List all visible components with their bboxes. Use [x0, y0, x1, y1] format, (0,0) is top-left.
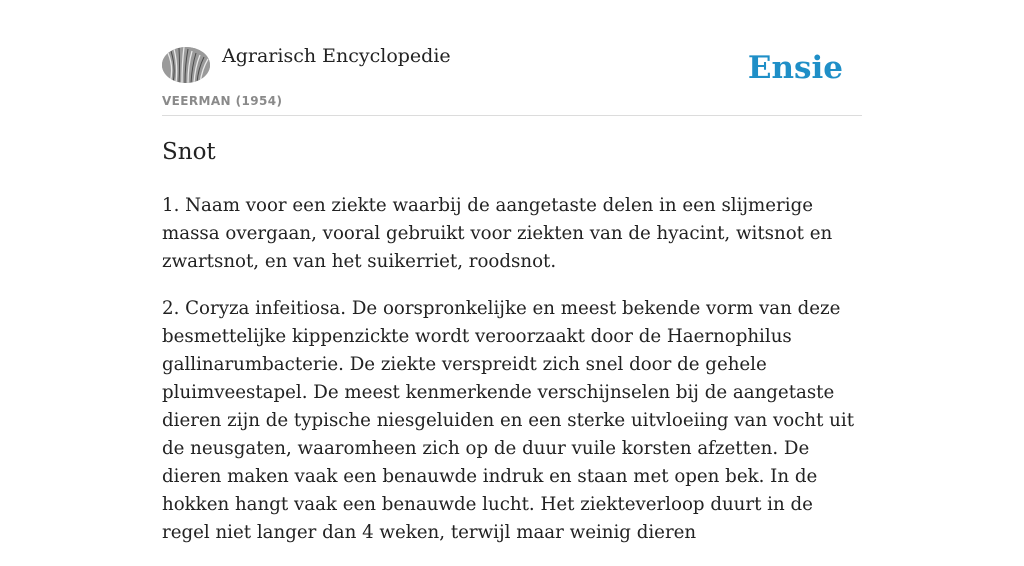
book-cover-image[interactable] — [162, 47, 210, 83]
article-body — [162, 192, 862, 566]
book-author-year: VEERMAN (1954) — [162, 94, 283, 108]
book-header — [162, 0, 862, 116]
article-paragraph: 1. Naam voor een ziekte waarbij de aangetaste delen in een slijmerige massa overgaan, vooral gebruikt voor ziekten van de hyacint, witsnot en zwartsnot, en van het suikerriet, roodsnot. — [162, 195, 833, 272]
article-title: Snot — [162, 139, 216, 165]
ensie-logo[interactable]: Ensie — [747, 50, 843, 86]
page-content — [162, 0, 862, 543]
article-paragraph: 2. Coryza infeitiosa. De oorspronkelijke en meest bekende vorm van deze besmettelijke kippenzickte wordt veroorzaakt door de Haernophilus gallinarumbacterie. De ziekte verspreidt zich snel door de gehele pluimveestapel. De meest kenmerkende verschijnselen bij de aangetaste dieren zijn de typische niesgeluiden en een sterke uitvloeiing van vocht uit de neusgaten, waaromheen zich op de duur vuile korsten afzetten. De dieren maken vaak een benauwde indruk en staan met open bek. In de hokken hangt vaak een benauwde lucht. Het ziekteverloop duurt in de regel niet langer dan 4 weken, terwijl maar weinig dieren — [162, 298, 855, 543]
book-title[interactable]: Agrarisch Encyclopedie — [222, 45, 451, 67]
wheat-illustration-icon — [162, 47, 210, 83]
